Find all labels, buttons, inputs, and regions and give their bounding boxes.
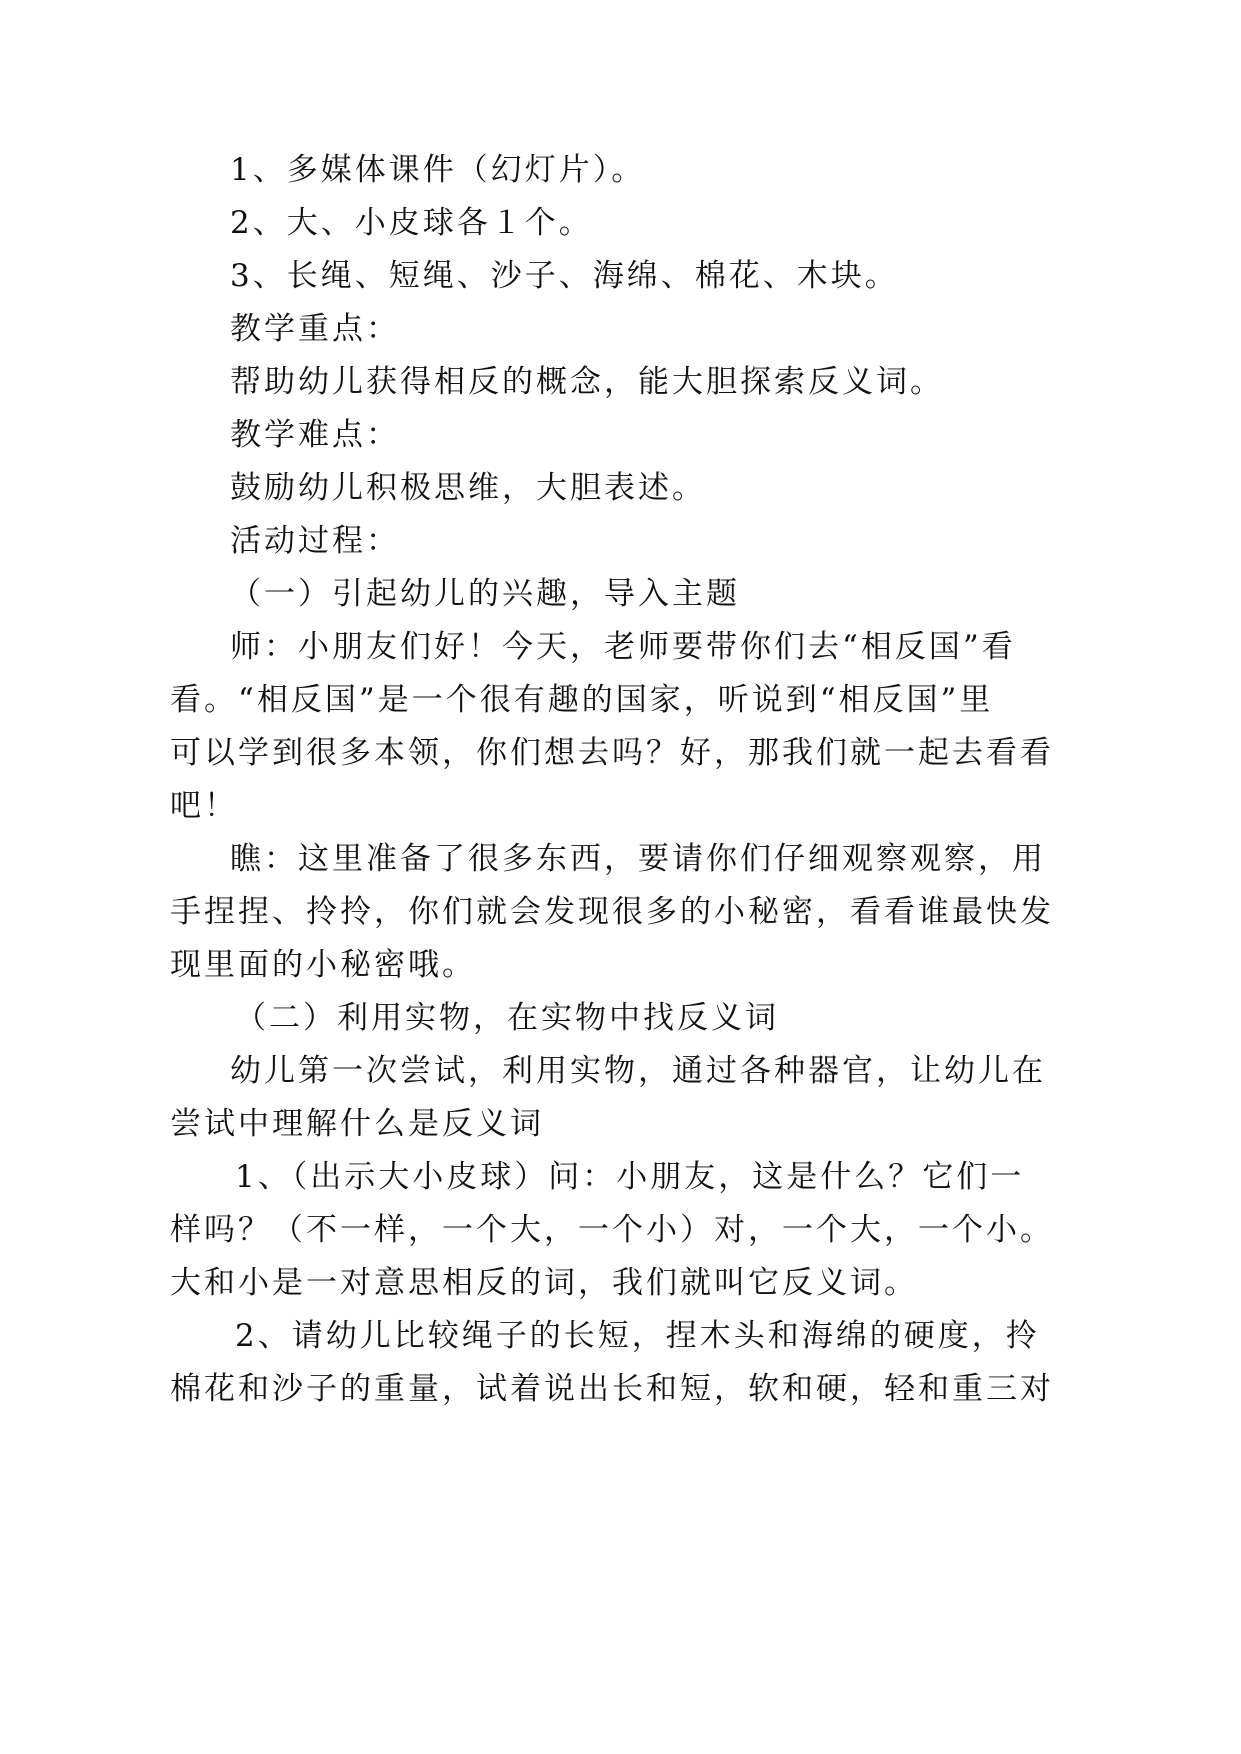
text-line-5: 帮助幼儿获得相反的概念，能大胆探索反义词。 bbox=[230, 364, 944, 400]
text-line-24: 棉花和沙子的重量，试着说出长和短，软和硬，轻和重三对 bbox=[170, 1371, 1054, 1407]
text-line-10: 师：小朋友们好！今天，老师要带你们去“相反国”看 bbox=[230, 629, 1016, 665]
text-line-2: 2、大、小皮球各１个。 bbox=[230, 205, 593, 241]
text-line-20: 1、（出示大小皮球）问：小朋友，这是什么？它们一 bbox=[235, 1159, 1025, 1195]
text-line-14: 瞧：这里准备了很多东西，要请你们仔细观察观察，用 bbox=[230, 841, 1046, 877]
text-line-22: 大和小是一对意思相反的词，我们就叫它反义词。 bbox=[170, 1265, 918, 1301]
text-line-8: 活动过程： bbox=[230, 523, 400, 559]
text-line-1: 1、多媒体课件（幻灯片）。 bbox=[230, 152, 646, 188]
text-line-13: 吧！ bbox=[170, 788, 238, 824]
text-line-17: （二）利用实物，在实物中找反义词 bbox=[235, 1000, 779, 1036]
text-line-4: 教学重点： bbox=[230, 311, 400, 347]
text-line-15: 手捏捏、拎拎，你们就会发现很多的小秘密，看看谁最快发 bbox=[170, 894, 1054, 930]
text-line-16: 现里面的小秘密哦。 bbox=[170, 947, 476, 983]
text-line-3: 3、长绳、短绳、沙子、海绵、棉花、木块。 bbox=[230, 258, 899, 294]
text-line-18: 幼儿第一次尝试，利用实物，通过各种器官，让幼儿在 bbox=[230, 1053, 1046, 1089]
text-line-6: 教学难点： bbox=[230, 417, 400, 453]
text-line-7: 鼓励幼儿积极思维，大胆表述。 bbox=[230, 470, 706, 506]
text-line-19: 尝试中理解什么是反义词 bbox=[170, 1106, 544, 1142]
text-line-21: 样吗？（不一样，一个大，一个小）对，一个大，一个小。 bbox=[170, 1212, 1054, 1248]
text-line-9: （一）引起幼儿的兴趣，导入主题 bbox=[230, 576, 740, 612]
text-line-11: 看。“相反国”是一个很有趣的国家，听说到“相反国”里 bbox=[170, 682, 994, 718]
text-line-23: 2、请幼儿比较绳子的长短，捏木头和海绵的硬度，拎 bbox=[235, 1318, 1040, 1354]
text-line-12: 可以学到很多本领，你们想去吗？好，那我们就一起去看看 bbox=[170, 735, 1054, 771]
